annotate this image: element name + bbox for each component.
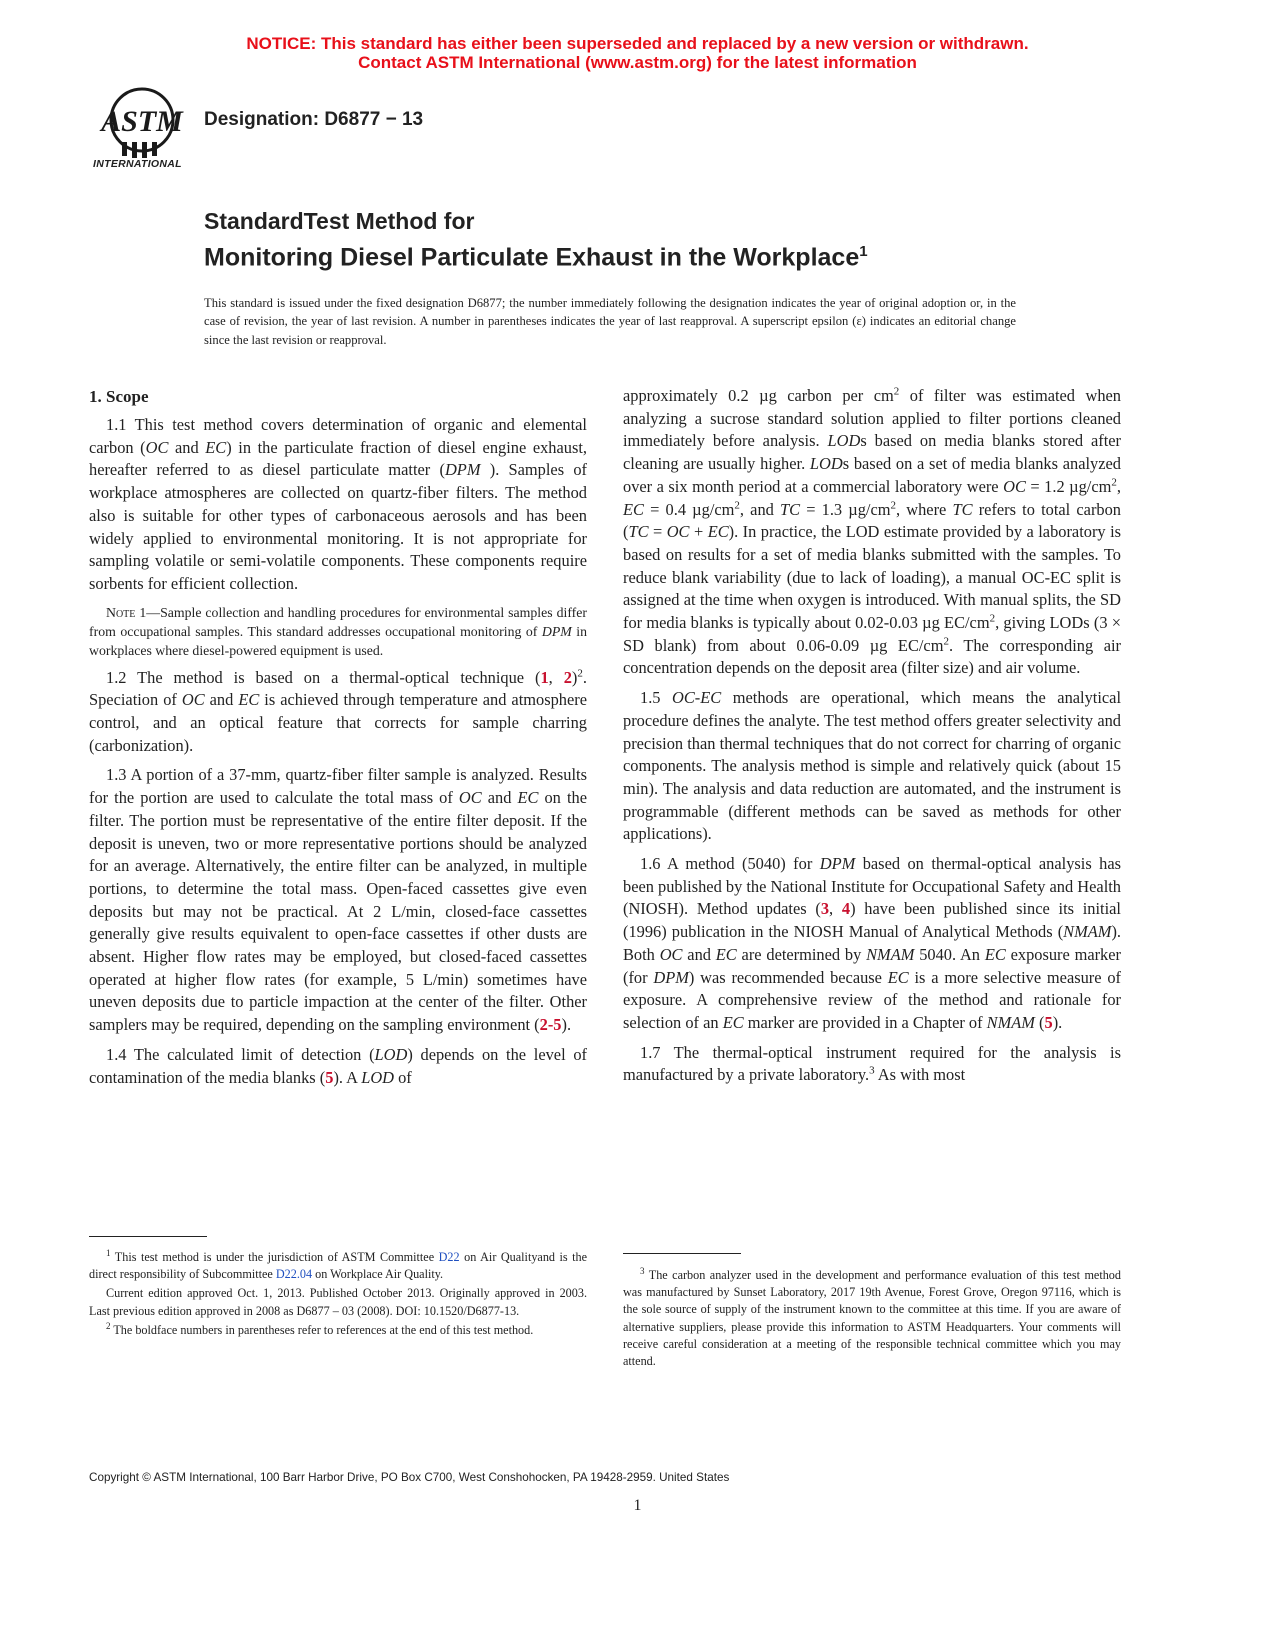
para-1-4: 1.4 The calculated limit of detection (LOD) depends on the level of contamination of the media blanks (5). A LOD of: [89, 1044, 588, 1087]
committee-link[interactable]: D22: [438, 1250, 460, 1264]
note-1: Note 1—Sample collection and handling procedures for environmental samples differ from occupational samples. This standard addresses occupational monitoring of DPM in workplaces where diesel-powered equipment is used.: [89, 604, 587, 658]
para-1-6: 1.6 A method (5040) for DPM based on thermal-optical analysis has been published by the National Institute for Occupational Safety and Health (NIOSH). Method updates (3, 4) have been published since its initial (1996) publication in the NIOSH Manual of Analytical Methods (NMAM). Both OC and EC are determined by NMAM 5040. An EC exposure marker (for DPM) was recommended because EC is a more selective measure of exposure. A comprehensive review of the method and rationale for selection of an EC marker are provided in a Chapter of NMAM (5).: [623, 854, 1121, 1032]
footnote-1: [89, 1249, 587, 1283]
para-1-2: 1.2 The method is based on a thermal-optical technique (1, 2)$^2$. Speciation of OC and EC is achieved through temperature and atmosphere control, and an optical feature that corrects for sample charring (carbonization).: [89, 667, 587, 755]
ref-link[interactable]: 4: [841, 899, 851, 919]
footnote-2: [89, 1322, 587, 1339]
subcommittee-link[interactable]: D22.04: [275, 1267, 313, 1282]
footnote-3: [623, 1267, 1121, 1370]
footnote-1-mark: 1: [106, 1247, 111, 1258]
page-number: 1: [633, 1497, 642, 1514]
footnote-3-mark: 3: [640, 1265, 645, 1276]
title-footnote-mark: 1: [859, 243, 868, 260]
footnote-2-text: The boldface numbers in parentheses refer to references at the end of this test method.: [113, 1322, 534, 1337]
footnote-rule-right: [623, 1253, 741, 1254]
footnote-2-mark: 2: [106, 1320, 111, 1331]
footnote-3-text: The carbon analyzer used in the development and performance evaluation of this test method was manufactured by Sunset Laboratory, 2017 19th Avenue, Forest Grove, Oregon 97116, which is the sole source of supply of the instrument known to the committee at this time. If you are aware of alternative suppliers, please provide this information to ASTM Headquarters. Your comments will receive careful consideration at a meeting of the responsible technical committee which you may attend.: [623, 1268, 1121, 1369]
left-column: [89, 386, 587, 1096]
para-1-5: 1.5 OC-EC methods are operational, which means the analytical procedure defines the analyte. The test method offers greater selectivity and precision than thermal techniques that do not correct for charring of organic components. The analysis method is simple and relatively quick (about 15 min). The analysis and data reduction are automated, and the instrument is programmable (different methods can be saved as methods for other applications).: [623, 688, 1121, 844]
ref-link[interactable]: 5: [325, 1067, 334, 1087]
ref-link[interactable]: 1: [540, 667, 549, 687]
document-title: [204, 207, 868, 274]
notice-line-1: NOTICE: This standard has either been superseded and replaced by a new version or withdrawn.: [246, 34, 1029, 53]
copyright-footer: Copyright © ASTM International, 100 Barr Harbor Drive, PO Box C700, West Conshohocken, PA 19428-2959. United States: [89, 1471, 730, 1484]
ref-link[interactable]: 5: [1044, 1012, 1053, 1032]
footnote-1-text-b: on Air Qualityand is the direct responsibility of Subcommittee: [89, 1250, 588, 1282]
title-main-text: Monitoring Diesel Particulate Exhaust in the Workplace: [204, 243, 860, 272]
footnote-1-text-a: This test method is under the jurisdiction of ASTM Committee: [114, 1250, 435, 1264]
para-1-1: 1.1 This test method covers determination of organic and elemental carbon (OC and EC) in the particulate fraction of diesel engine exhaust, hereafter referred to as diesel particulate matter (DPM ). Samples of workplace atmospheres are collected on quartz-fiber filters. The method also is suitable for other types of carbonaceous aerosols and has been widely applied to environmental monitoring. It is not appropriate for sampling volatile or semi-volatile components. These components require sorbents for efficient collection.: [89, 415, 587, 593]
title-line-2: [204, 235, 868, 274]
preamble: This standard is issued under the fixed designation D6877; the number immediately following the designation indicates the year of original adoption or, in the case of revision, the year of last revision. A number in parentheses indicates the year of last reapproval. A superscript epsilon (ε) indicates an editorial change since the last revision or reapproval.: [204, 296, 1016, 347]
footnote-rule-left: [89, 1236, 207, 1237]
ref-link[interactable]: 2: [563, 667, 572, 687]
notice-banner: [0, 34, 1275, 72]
title-line-1: StandardTest Method for: [204, 208, 475, 234]
footnote-1-text-c: on Workplace Air Quality.: [315, 1267, 444, 1282]
footnotes-left: [89, 1249, 587, 1341]
para-1-4-cont: approximately 0.2 µg carbon per $cm^2$ of filter was estimated when analyzing a sucrose standard solution applied to filter portions cleaned immediately before analysis. LODs based on media blanks stored after cleaning are usually higher. LODs based on a set of media blanks analyzed over a six month period at a commercial laboratory were OC = 1.2 $\mu g/cm^2$, EC = 0.4 $\mu g/cm^2$, and TC = 1.3 $\mu g/cm^2$, where TC refers to total carbon (TC = OC + EC). In practice, the LOD estimate provided by a laboratory is based on results for a set of media blanks submitted with the samples. To reduce blank variability (due to lack of loading), a manual OC-EC split is assigned at the time when oxygen is introduced. With manual splits, the SD for media blanks is typically about 0.02-0.03 µg $EC/cm^2$, giving LODs (3 × SD blank) from about 0.06-0.09 µg $EC/cm^2$. The corresponding air concentration depends on the deposit area (filter size) and air volume.: [623, 385, 1122, 678]
para-1-3: 1.3 A portion of a 37-mm, quartz-fiber filter sample is analyzed. Results for the portion are used to calculate the total mass of OC and EC on the filter. The portion must be representative of the entire filter deposit. If the deposit is uneven, two or more representative portions should be analyzed for an average. Alternatively, the entire filter can be analyzed, in multiple portions, to determine the total mass. Open-faced cassettes give even deposits but may not be practical. At 2 L/min, closed-face cassettes generally give results equivalent to open-face cassettes if other dusts are absent. Higher flow rates may be employed, but closed-faced cassettes operated at higher flow rates (for example, 5 L/min) sometimes have uneven deposits due to particle impaction at the center of the filter. Other samplers may be required, depending on the sampling environment (2-5).: [89, 765, 587, 1035]
ref-link[interactable]: 2-5: [539, 1015, 562, 1035]
notice-line-2: Contact ASTM International (www.astm.org) for the latest information: [358, 53, 917, 72]
logo-wordmark: INTERNATIONAL: [93, 158, 182, 170]
section-heading: 1. Scope: [89, 387, 149, 406]
right-column: [623, 385, 1121, 1094]
logo-monogram: ASTM: [101, 105, 183, 138]
para-1-7: 1.7 The thermal-optical instrument required for the analysis is manufactured by a private laboratory.$^3$ As with most: [623, 1042, 1121, 1085]
footnote-1-edition: Current edition approved Oct. 1, 2013. Published October 2013. Originally approved in 2003. Last previous edition approved in 2008 as D6877 – 03 (2008). DOI: 10.1520/D6877-13.: [89, 1286, 587, 1318]
footnotes-right: [623, 1267, 1121, 1372]
ref-link[interactable]: 3: [820, 899, 830, 919]
designation: Designation: D6877 − 13: [204, 109, 424, 130]
